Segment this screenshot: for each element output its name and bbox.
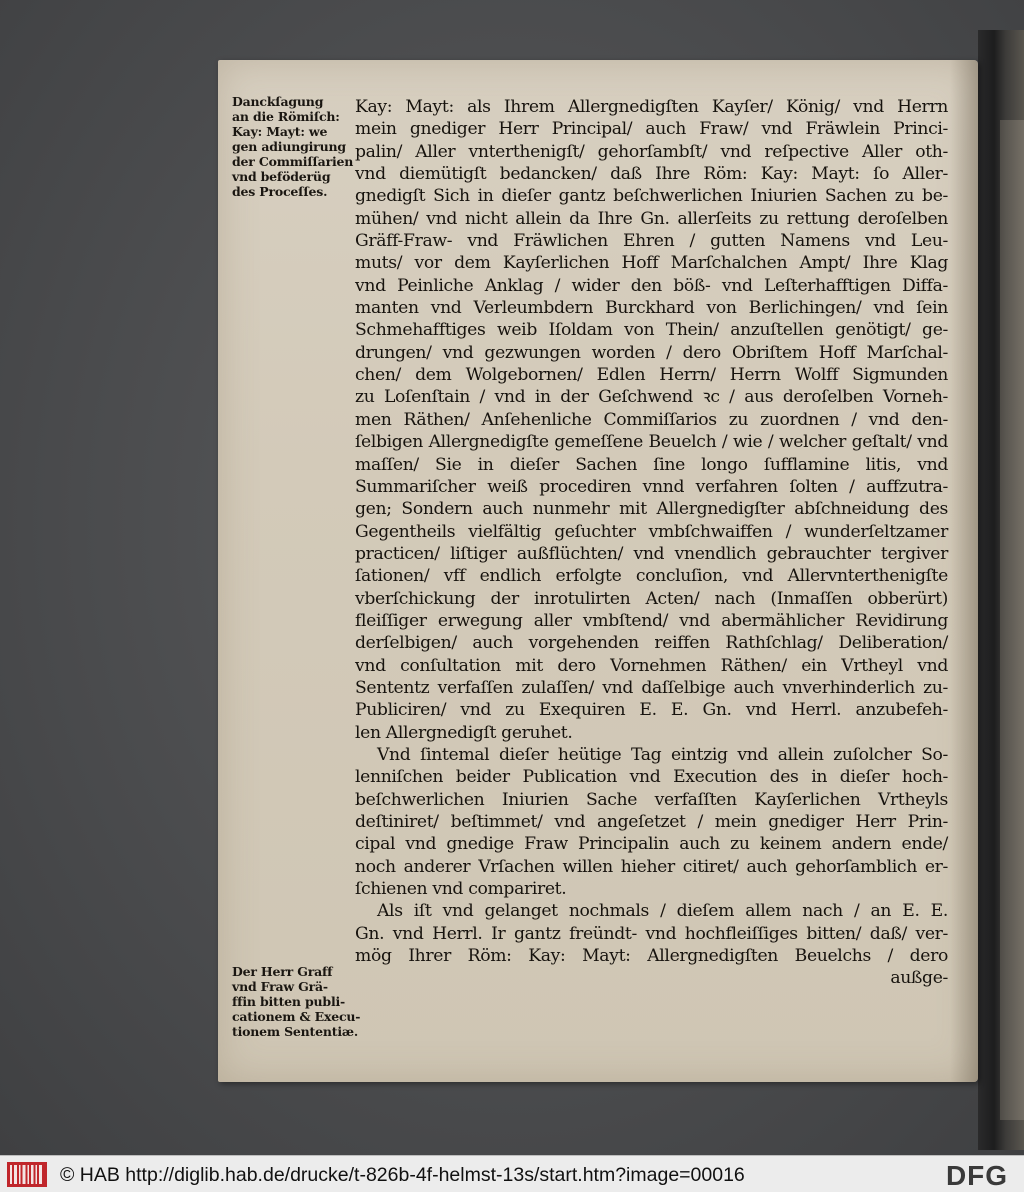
text-line: palin/ Aller vnterthenigſt/ gehorſambſt/ vnd reſpective Aller oth- — [355, 141, 948, 162]
margin-note-line: Kay: Mayt: we — [232, 124, 328, 139]
text-line: mög Ihrer Röm: Kay: Mayt: Allergnedigſten Beuelchs / dero — [355, 946, 948, 967]
text-line: Als iſt vnd gelanget nochmals / dieſem allem nach / an E. E. — [377, 901, 948, 922]
margin-note-line: an die Römiſch: — [232, 109, 340, 124]
text-line: ſelbigen Allergnedigſte gemeſſene Beuelch / wie / welcher geſtalt/ vnd — [355, 432, 948, 453]
text-line: Vnd ſintemal dieſer heütige Tag eintzig vnd allein zuſolcher So- — [377, 744, 948, 765]
text-line: fleiſſiger erwegung aller vmbſtend/ vnd abermählicher Revidirung — [355, 610, 948, 631]
text-line: gen; Sondern auch nunmehr mit Allergnedigſter abſchneidung des — [355, 499, 948, 520]
margin-note-line: tionem Sententiæ. — [232, 1024, 359, 1039]
margin-note-line: Der Herr Graff — [232, 964, 333, 979]
text-line: Gräff-Fraw- vnd Fräwlichen Ehren / gutten Namens vnd Leu- — [355, 231, 948, 252]
dfg-logo-icon — [934, 1160, 1020, 1190]
margin-note-line: des Proceſſes. — [232, 184, 328, 199]
main-text-block — [355, 96, 948, 990]
margin-note-thanks — [232, 94, 360, 199]
margin-note-line: cationem & Execu- — [232, 1009, 361, 1024]
text-line: gnedigſt Sich in dieſer gantz beſchwerlichen Iniurien Sachen zu be- — [355, 186, 948, 207]
text-line: muts/ vor dem Kayſerlichen Hoff Marſchalchen Ampt/ Ihre Klag — [355, 253, 948, 274]
text-line: len Allergnedigſt geruhet. — [355, 722, 573, 743]
text-line: Kay: Mayt: als Ihrem Allergnedigſten Kayſer/ König/ vnd Herrn — [355, 97, 948, 117]
margin-note-line: Danckſagung — [232, 94, 324, 109]
text-line: Summariſcher weiß procediren vnnd verfahren ſolten / auffzutra- — [355, 476, 948, 497]
text-line: chen/ dem Wolgebornen/ Edlen Herrn/ Herrn Wolff Sigmunden — [355, 365, 948, 386]
footer-bar — [0, 1155, 1024, 1192]
catchword: außge- — [890, 968, 948, 989]
text-line: drungen/ vnd gezwungen worden / dero Obriſtem Hoff Marſchal- — [355, 342, 948, 363]
text-line: manten vnd Verleumbdern Burckhard von Berlichingen/ vnd ſein — [355, 298, 948, 319]
margin-note-line: vnd beföderüg — [232, 169, 331, 184]
text-line: Sententz verfaſſen zulaſſen/ vnd daſſelbige auch vnverhinderlich zu- — [355, 677, 948, 698]
next-page-edge — [1000, 120, 1024, 1120]
barcode-logo-icon — [6, 1161, 48, 1188]
text-line: men Räthen/ Anſehenliche Commiſſarios zu zuordnen / vnd den- — [355, 409, 948, 430]
text-line: ſchienen vnd compariret. — [355, 879, 567, 900]
margin-note-line: gen adiungirung — [232, 139, 346, 154]
text-line: ſationen/ vff endlich erfolgte concluſion, vnd Allervnterthenigſte — [355, 566, 948, 587]
text-line: maſſen/ Sie in dieſer Sachen ſine longo ſufflamine litis, vnd — [355, 454, 948, 475]
footer-credit-link[interactable]: © HAB http://diglib.hab.de/drucke/t-826b-4f-helmst-13s/start.htm?image=00016 — [60, 1164, 745, 1186]
margin-note-line: ffin bitten publi- — [232, 994, 346, 1009]
margin-note-line: vnd Fraw Grä- — [232, 979, 328, 994]
text-line: mein gnediger Herr Principal/ auch Fraw/ vnd Fräwlein Princi- — [355, 119, 948, 140]
book-page — [218, 60, 978, 1082]
text-line: noch anderer Vrſachen willen hieher citiret/ auch gehorſamblich er- — [355, 856, 948, 877]
text-line: deſtiniret/ beſtimmet/ vnd angeſetzet / mein gnediger Herr Prin- — [355, 812, 948, 832]
text-line: vnd Peinliche Anklag / wider den böß- vnd Leſterhafftigen Diffa- — [355, 275, 948, 296]
margin-note-line: der Commiſſarien — [232, 154, 354, 169]
text-line: vnd diemütigſt bedancken/ daß Ihre Röm: Kay: Mayt: ſo Aller- — [355, 164, 948, 185]
text-line: practicen/ liſtiger außflüchten/ vnd vnendlich gebrauchter tergiver — [355, 543, 948, 564]
text-line: Gn. vnd Herrl. Ir gantz freündt- vnd hochfleiſſiges bitten/ daß/ ver- — [355, 923, 948, 944]
text-line: cipal vnd gnedige Fraw Principalin auch zu keinem andern ende/ — [355, 834, 948, 855]
text-line: derſelbigen/ auch vorgehenden reiffen Rathſchlag/ Deliberation/ — [355, 633, 948, 654]
margin-note-petition — [232, 964, 360, 1039]
text-line: vberſchickung der inrotulirten Acten/ nach (Inmaſſen obberürt) — [355, 588, 948, 609]
text-line: mühen/ vnd nicht allein da Ihre Gn. allerſeits zu rettung deroſelben — [355, 208, 948, 229]
text-line: beſchwerlichen Iniurien Sache verfaſſten Kayſerlichen Vrtheyls — [355, 789, 948, 810]
dfg-logo-text: DFG — [945, 1160, 1009, 1190]
text-line: Publiciren/ vnd zu Exequiren E. E. Gn. vnd Herrl. anzubefeh- — [355, 700, 948, 721]
text-line: Schmehafftiges weib Iſoldam von Thein/ anzuſtellen genötigt/ ge- — [355, 320, 948, 341]
text-line: vnd conſultation mit dero Vornehmen Räthen/ ein Vrtheyl vnd — [355, 655, 948, 676]
text-line: lenniſchen beider Publication vnd Execution des in dieſer hoch- — [355, 767, 948, 788]
text-line: zu Loſenſtain / vnd in der Geſchwend ꝛc / aus deroſelben Vorneh- — [355, 387, 948, 408]
text-line: Gegentheils vielfältig geſuchter vmbſchwaiffen / wunderſeltzamer — [355, 521, 948, 542]
